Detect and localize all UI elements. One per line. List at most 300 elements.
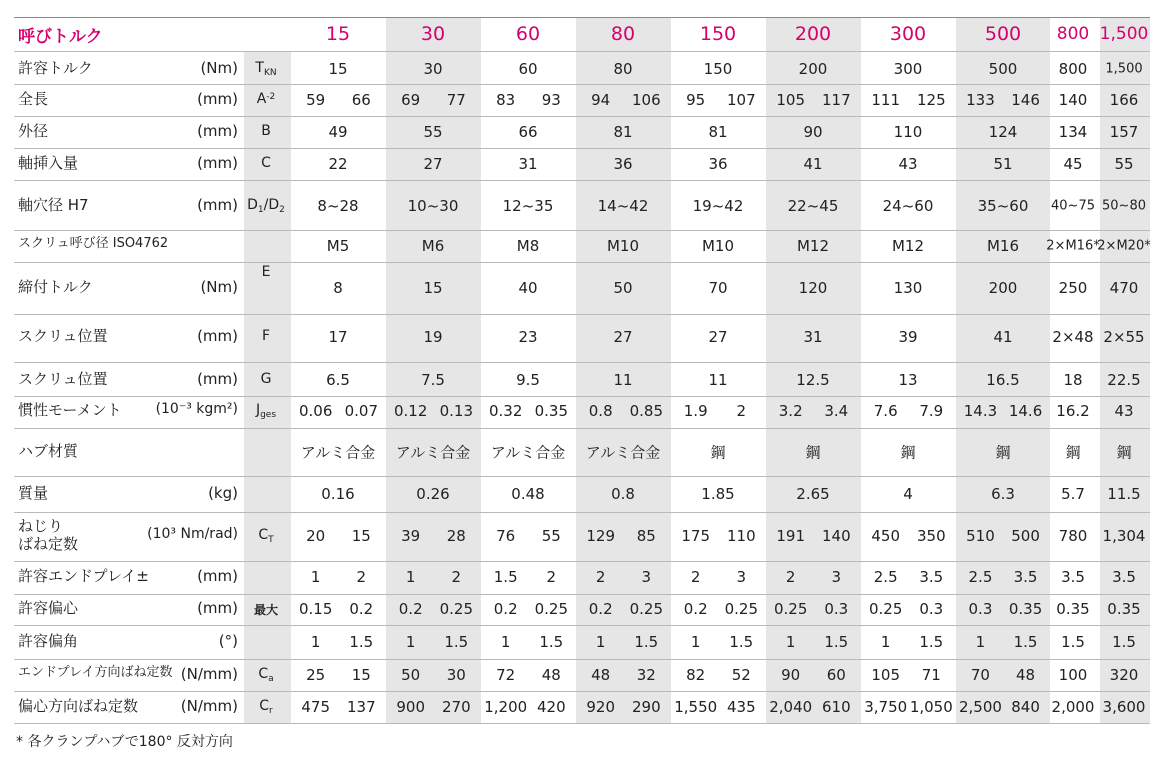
table-cell: 2,000 [1051,698,1095,716]
table-cell: 60 [826,666,846,684]
table-cell: 1 [405,568,416,586]
row-symbol: B [261,123,271,139]
table-cell: 0.13 [439,402,473,420]
table-cell: 27 [708,328,728,346]
table-cell: 36 [613,155,633,173]
table-cell: 12~35 [502,197,554,215]
table-cell: 35~60 [977,197,1029,215]
row-divider [14,230,1150,231]
header-label: 呼びトルク [18,27,103,47]
table-cell: 鋼 [710,443,726,462]
table-cell: 1.5 [493,568,518,586]
table-cell: 94 [591,91,611,109]
table-cell: 1 [405,633,416,651]
row-unit: (mm) [197,122,238,140]
table-cell: 12.5 [796,371,830,389]
table-cell: 137 [346,698,376,716]
table-cell: 52 [731,666,751,684]
table-cell: 鋼 [1116,443,1132,462]
table-cell: 157 [1109,123,1139,141]
table-cell: 0.2 [349,600,374,618]
table-cell: 1.5 [444,633,469,651]
table-cell: 36 [708,155,728,173]
table-cell: 0.3 [919,600,944,618]
table-cell: 48 [1016,666,1036,684]
row-divider [14,362,1150,363]
table-cell: 1.85 [701,485,735,503]
table-cell: 39 [898,328,918,346]
table-cell: 3.2 [778,402,803,420]
row-label: 全長 [18,90,49,108]
table-cell: 290 [631,698,661,716]
header-size-2: 60 [515,23,541,45]
row-unit: (10⁻³ kgm²) [155,401,238,417]
table-cell: 0.48 [511,485,545,503]
table-cell: 1 [975,633,986,651]
row-label: ねじり [18,517,64,535]
table-cell: 40 [518,279,538,297]
row-divider [14,476,1150,477]
table-cell: 0.25 [439,600,473,618]
table-cell: 39 [401,527,421,545]
table-cell: アルミ合金 [395,443,471,462]
table-cell: 1 [500,633,511,651]
row-unit: (mm) [197,327,238,345]
table-cell: 140 [821,527,851,545]
row-label: 許容エンドプレイ± [18,567,149,585]
symbol-e: E [261,264,271,280]
header-size-1: 30 [420,23,446,45]
table-cell: 16.2 [1056,402,1090,420]
row-unit: (Nm) [200,278,238,296]
table-cell: 125 [916,91,946,109]
table-cell: 10~30 [407,197,459,215]
table-cell: 22.5 [1107,371,1141,389]
table-cell: 200 [988,279,1018,297]
table-cell: 2×48 [1052,328,1094,346]
table-cell: 11 [613,371,633,389]
row-symbol: F [261,328,271,344]
row-divider [14,396,1150,397]
row-label: エンドプレイ方向ばね定数 [18,665,173,680]
table-cell: 3 [641,568,652,586]
table-cell: 0.35 [534,402,568,420]
table-cell: 107 [726,91,756,109]
table-cell: 9.5 [516,371,540,389]
table-cell: 1.5 [349,633,374,651]
table-cell: 191 [776,527,806,545]
table-cell: 1,050 [909,698,953,716]
table-cell: アルミ合金 [585,443,661,462]
table-cell: 69 [401,91,421,109]
row-unit: (mm) [197,370,238,388]
table-cell: 475 [301,698,331,716]
table-cell: 76 [496,527,516,545]
table-cell: 24~60 [882,197,934,215]
table-cell: 7.9 [919,402,944,420]
table-cell: 23 [518,328,538,346]
table-cell: 鋼 [995,443,1011,462]
table-cell: 435 [726,698,756,716]
row-label: 締付トルク [18,278,93,296]
table-cell: 610 [821,698,851,716]
table-cell: M16 [986,237,1020,255]
table-cell: 81 [708,123,728,141]
table-cell: M8 [516,237,540,255]
table-cell: 420 [536,698,566,716]
table-cell: 1.5 [634,633,659,651]
table-cell: 80 [613,60,633,78]
row-symbol: G [260,371,272,387]
table-cell: 450 [871,527,901,545]
table-cell: 2 [546,568,557,586]
row-symbol: $J_{ges}$ [255,402,277,420]
table-cell: 0.25 [868,600,903,618]
table-cell: 2,040 [769,698,813,716]
row-label: 許容トルク [18,59,93,77]
table-cell: 1 [595,633,606,651]
table-cell: 15 [423,279,443,297]
table-cell: 1.5 [729,633,754,651]
row-label: 偏心方向ばね定数 [18,697,139,715]
table-cell: 71 [921,666,941,684]
row-symbol: $D_1/D_2$ [247,197,285,215]
table-cell: 510 [966,527,995,545]
row-unit: (10³ Nm/rad) [147,526,238,542]
table-cell: 0.25 [773,600,808,618]
table-cell: 19~42 [692,197,744,215]
row-symbol: $C_a$ [258,666,274,684]
table-cell: 0.8 [611,485,635,503]
table-cell: 3.5 [919,568,944,586]
table-cell: 111 [871,91,901,109]
table-cell: 70 [708,279,728,297]
table-cell: 8 [333,279,343,297]
table-cell: 25 [306,666,326,684]
table-cell: 0.12 [393,402,428,420]
table-cell: 41 [803,155,823,173]
table-cell: 350 [916,527,946,545]
table-cell: 90 [803,123,823,141]
table-cell: 11.5 [1107,485,1141,503]
table-cell: 140 [1058,91,1088,109]
table-cell: 27 [423,155,443,173]
table-cell: 1 [310,633,321,651]
header-size-8: 800 [1056,24,1090,44]
header-size-6: 300 [889,23,927,45]
row-unit: (mm) [197,90,238,108]
table-cell: M6 [421,237,445,255]
row-label: 軸穴径 H7 [18,196,89,214]
table-cell: 28 [446,527,466,545]
row-symbol: $C_r$ [259,698,273,716]
table-cell: 2.5 [968,568,993,586]
table-cell: 22 [328,155,348,173]
table-cell: 0.85 [629,402,663,420]
row-divider [14,594,1150,595]
table-cell: 17 [328,328,348,346]
row-label: 質量 [18,484,49,502]
shade-symbol-col [244,51,291,723]
table-cell: 40~75 [1051,198,1095,214]
row-divider [14,314,1150,315]
table-cell: 81 [613,123,633,141]
row-divider [14,180,1150,181]
table-cell: 15 [351,527,371,545]
table-cell: M10 [606,237,640,255]
symbol-max: 最大 [253,603,278,617]
table-cell: 1 [310,568,321,586]
table-cell: 270 [441,698,471,716]
table-cell: 6.3 [991,485,1015,503]
row-divider [14,625,1150,626]
table-cell: 1 [690,633,701,651]
table-cell: 8~28 [317,197,359,215]
row-divider [14,428,1150,429]
table-cell: 30 [446,666,466,684]
table-cell: 300 [893,60,923,78]
row-unit: (mm) [197,196,238,214]
table-cell: 2 [595,568,606,586]
table-cell: 72 [496,666,516,684]
table-cell: 134 [1058,123,1088,141]
table-cell: 0.3 [824,600,849,618]
table-cell: 0.25 [724,600,758,618]
table-cell: 129 [586,527,616,545]
table-cell: 106 [631,91,661,109]
table-cell: 117 [821,91,851,109]
row-symbol: $C_T$ [258,527,274,545]
table-cell: 1 [880,633,891,651]
table-cell: 16.5 [986,371,1020,389]
table-cell: 93 [541,91,561,109]
row-unit: (N/mm) [180,697,238,715]
table-cell: 3 [831,568,842,586]
table-cell: 1,304 [1102,527,1146,545]
table-cell: 0.3 [968,600,993,618]
header-size-4: 150 [699,23,737,45]
table-cell: 1,500 [1105,61,1143,77]
row-symbol: C [261,155,271,171]
table-cell: 50 [401,666,421,684]
table-cell: 0.35 [1107,600,1141,618]
table-cell: 110 [893,123,923,141]
table-cell: 4 [903,485,913,503]
header-size-7: 500 [984,23,1022,45]
header-size-0: 15 [325,23,351,45]
table-cell: 0.32 [488,402,523,420]
row-divider [14,17,1150,18]
table-cell: 1.5 [1061,633,1085,651]
table-cell: 3.5 [1013,568,1038,586]
header-size-9: 1,500 [1099,24,1149,44]
table-cell: 77 [446,91,466,109]
table-cell: 250 [1058,279,1088,297]
row-divider [14,51,1150,52]
row-unit: (mm) [197,599,238,617]
table-cell: 1.9 [683,402,708,420]
table-cell: 0.25 [629,600,663,618]
table-cell: 66 [351,91,371,109]
table-cell: 43 [1114,402,1134,420]
row-unit: (mm) [197,154,238,172]
table-cell: 48 [591,666,611,684]
table-cell: 2×55 [1103,328,1145,346]
table-cell: 32 [636,666,656,684]
table-cell: 105 [871,666,901,684]
table-cell: 49 [328,123,348,141]
row-divider [14,84,1150,85]
table-cell: 0.15 [298,600,333,618]
table-cell: 55 [1114,155,1134,173]
table-cell: 11 [708,371,728,389]
table-cell: 0.35 [1056,600,1090,618]
table-cell: 7.5 [421,371,445,389]
table-cell: 83 [496,91,516,109]
row-unit: (mm) [197,567,238,585]
table-cell: 2 [736,402,747,420]
table-cell: 41 [993,328,1013,346]
row-symbol: $A^{-2}$ [256,91,276,107]
row-symbol: $T_{KN}$ [255,60,277,78]
table-cell: 15 [328,60,348,78]
table-cell: 1.5 [1112,633,1136,651]
table-cell: 1.5 [919,633,944,651]
table-cell: 0.2 [683,600,708,618]
table-cell: 66 [518,123,538,141]
table-cell: M12 [891,237,925,255]
header-size-5: 200 [794,23,832,45]
row-label: ハブ材質 [18,442,79,460]
table-cell: 20 [306,527,326,545]
table-cell: 2.5 [873,568,898,586]
table-cell: 900 [396,698,426,716]
table-cell: 0.2 [493,600,518,618]
table-cell: 7.6 [873,402,898,420]
table-cell: 5.7 [1061,485,1085,503]
table-cell: 82 [686,666,706,684]
table-cell: 166 [1109,91,1139,109]
table-cell: 1,550 [674,698,718,716]
table-cell: 500 [1011,527,1040,545]
table-cell: M5 [326,237,350,255]
row-label-2: ばね定数 [18,535,79,553]
table-cell: 470 [1109,279,1139,297]
table-cell: 2 [785,568,796,586]
row-label: スクリュ位置 [18,327,108,345]
table-cell: 175 [681,527,711,545]
table-cell: 120 [798,279,828,297]
row-unit: (N/mm) [180,665,238,683]
table-cell: 27 [613,328,633,346]
table-cell: 3,600 [1102,698,1146,716]
row-divider [14,262,1150,263]
table-cell: 3 [736,568,747,586]
row-unit: (Nm) [200,59,238,77]
table-cell: M12 [796,237,830,255]
table-cell: 0.26 [416,485,450,503]
table-cell: 2 [356,568,367,586]
table-cell: 0.35 [1008,600,1043,618]
table-cell: 780 [1058,527,1088,545]
table-cell: アルミ合金 [490,443,566,462]
table-cell: 13 [898,371,918,389]
row-unit: (°) [218,632,238,650]
table-cell: 840 [1011,698,1040,716]
table-cell: 14~42 [597,197,649,215]
table-cell: 320 [1109,666,1139,684]
table-cell: 3.5 [1112,568,1136,586]
table-cell: 2,500 [958,698,1002,716]
row-label: 慣性モーメント [18,401,122,419]
table-cell: 15 [351,666,371,684]
table-cell: 70 [970,666,990,684]
table-cell: 110 [726,527,756,545]
table-cell: 2 [451,568,462,586]
table-cell: 0.25 [534,600,568,618]
table-cell: M10 [701,237,735,255]
table-cell: 90 [781,666,801,684]
row-divider [14,148,1150,149]
table-cell: 14.3 [963,402,998,420]
table-cell: 0.06 [298,402,333,420]
table-cell: 133 [966,91,995,109]
row-divider [14,512,1150,513]
row-label: 軸挿入量 [18,154,79,172]
table-cell: 3.4 [824,402,849,420]
row-label: スクリュ位置 [18,370,108,388]
table-cell: 200 [798,60,828,78]
table-cell: 95 [686,91,706,109]
table-cell: 鋼 [900,443,916,462]
table-cell: 1.5 [824,633,849,651]
table-cell: 0.16 [321,485,355,503]
row-unit: (kg) [208,484,238,502]
table-cell: 55 [541,527,561,545]
table-cell: 2×M16* [1046,238,1100,254]
table-cell: 59 [306,91,326,109]
table-cell: 124 [988,123,1018,141]
table-cell: 150 [703,60,733,78]
table-cell: 2×M20* [1097,238,1151,254]
table-cell: 1.5 [1013,633,1038,651]
table-cell: 3.5 [1061,568,1085,586]
table-cell: 55 [423,123,443,141]
row-label: 許容偏角 [18,632,79,650]
table-cell: 800 [1058,60,1088,78]
table-cell: アルミ合金 [300,443,376,462]
table-cell: 50~80 [1102,198,1146,214]
table-cell: 85 [636,527,656,545]
header-size-3: 80 [610,23,636,45]
table-cell: 2.65 [796,485,830,503]
table-cell: 1,200 [484,698,528,716]
row-label: 外径 [18,122,49,140]
table-cell: 3,750 [864,698,908,716]
table-cell: 500 [988,60,1018,78]
table-cell: 22~45 [787,197,839,215]
table-cell: 48 [541,666,561,684]
table-cell: 105 [776,91,806,109]
table-cell: 2 [690,568,701,586]
table-cell: 鋼 [1065,443,1081,462]
row-divider [14,691,1150,692]
table-cell: 鋼 [805,443,821,462]
table-cell: 1.5 [539,633,564,651]
table-cell: 60 [518,60,538,78]
table-cell: 50 [613,279,633,297]
table-cell: 146 [1011,91,1040,109]
